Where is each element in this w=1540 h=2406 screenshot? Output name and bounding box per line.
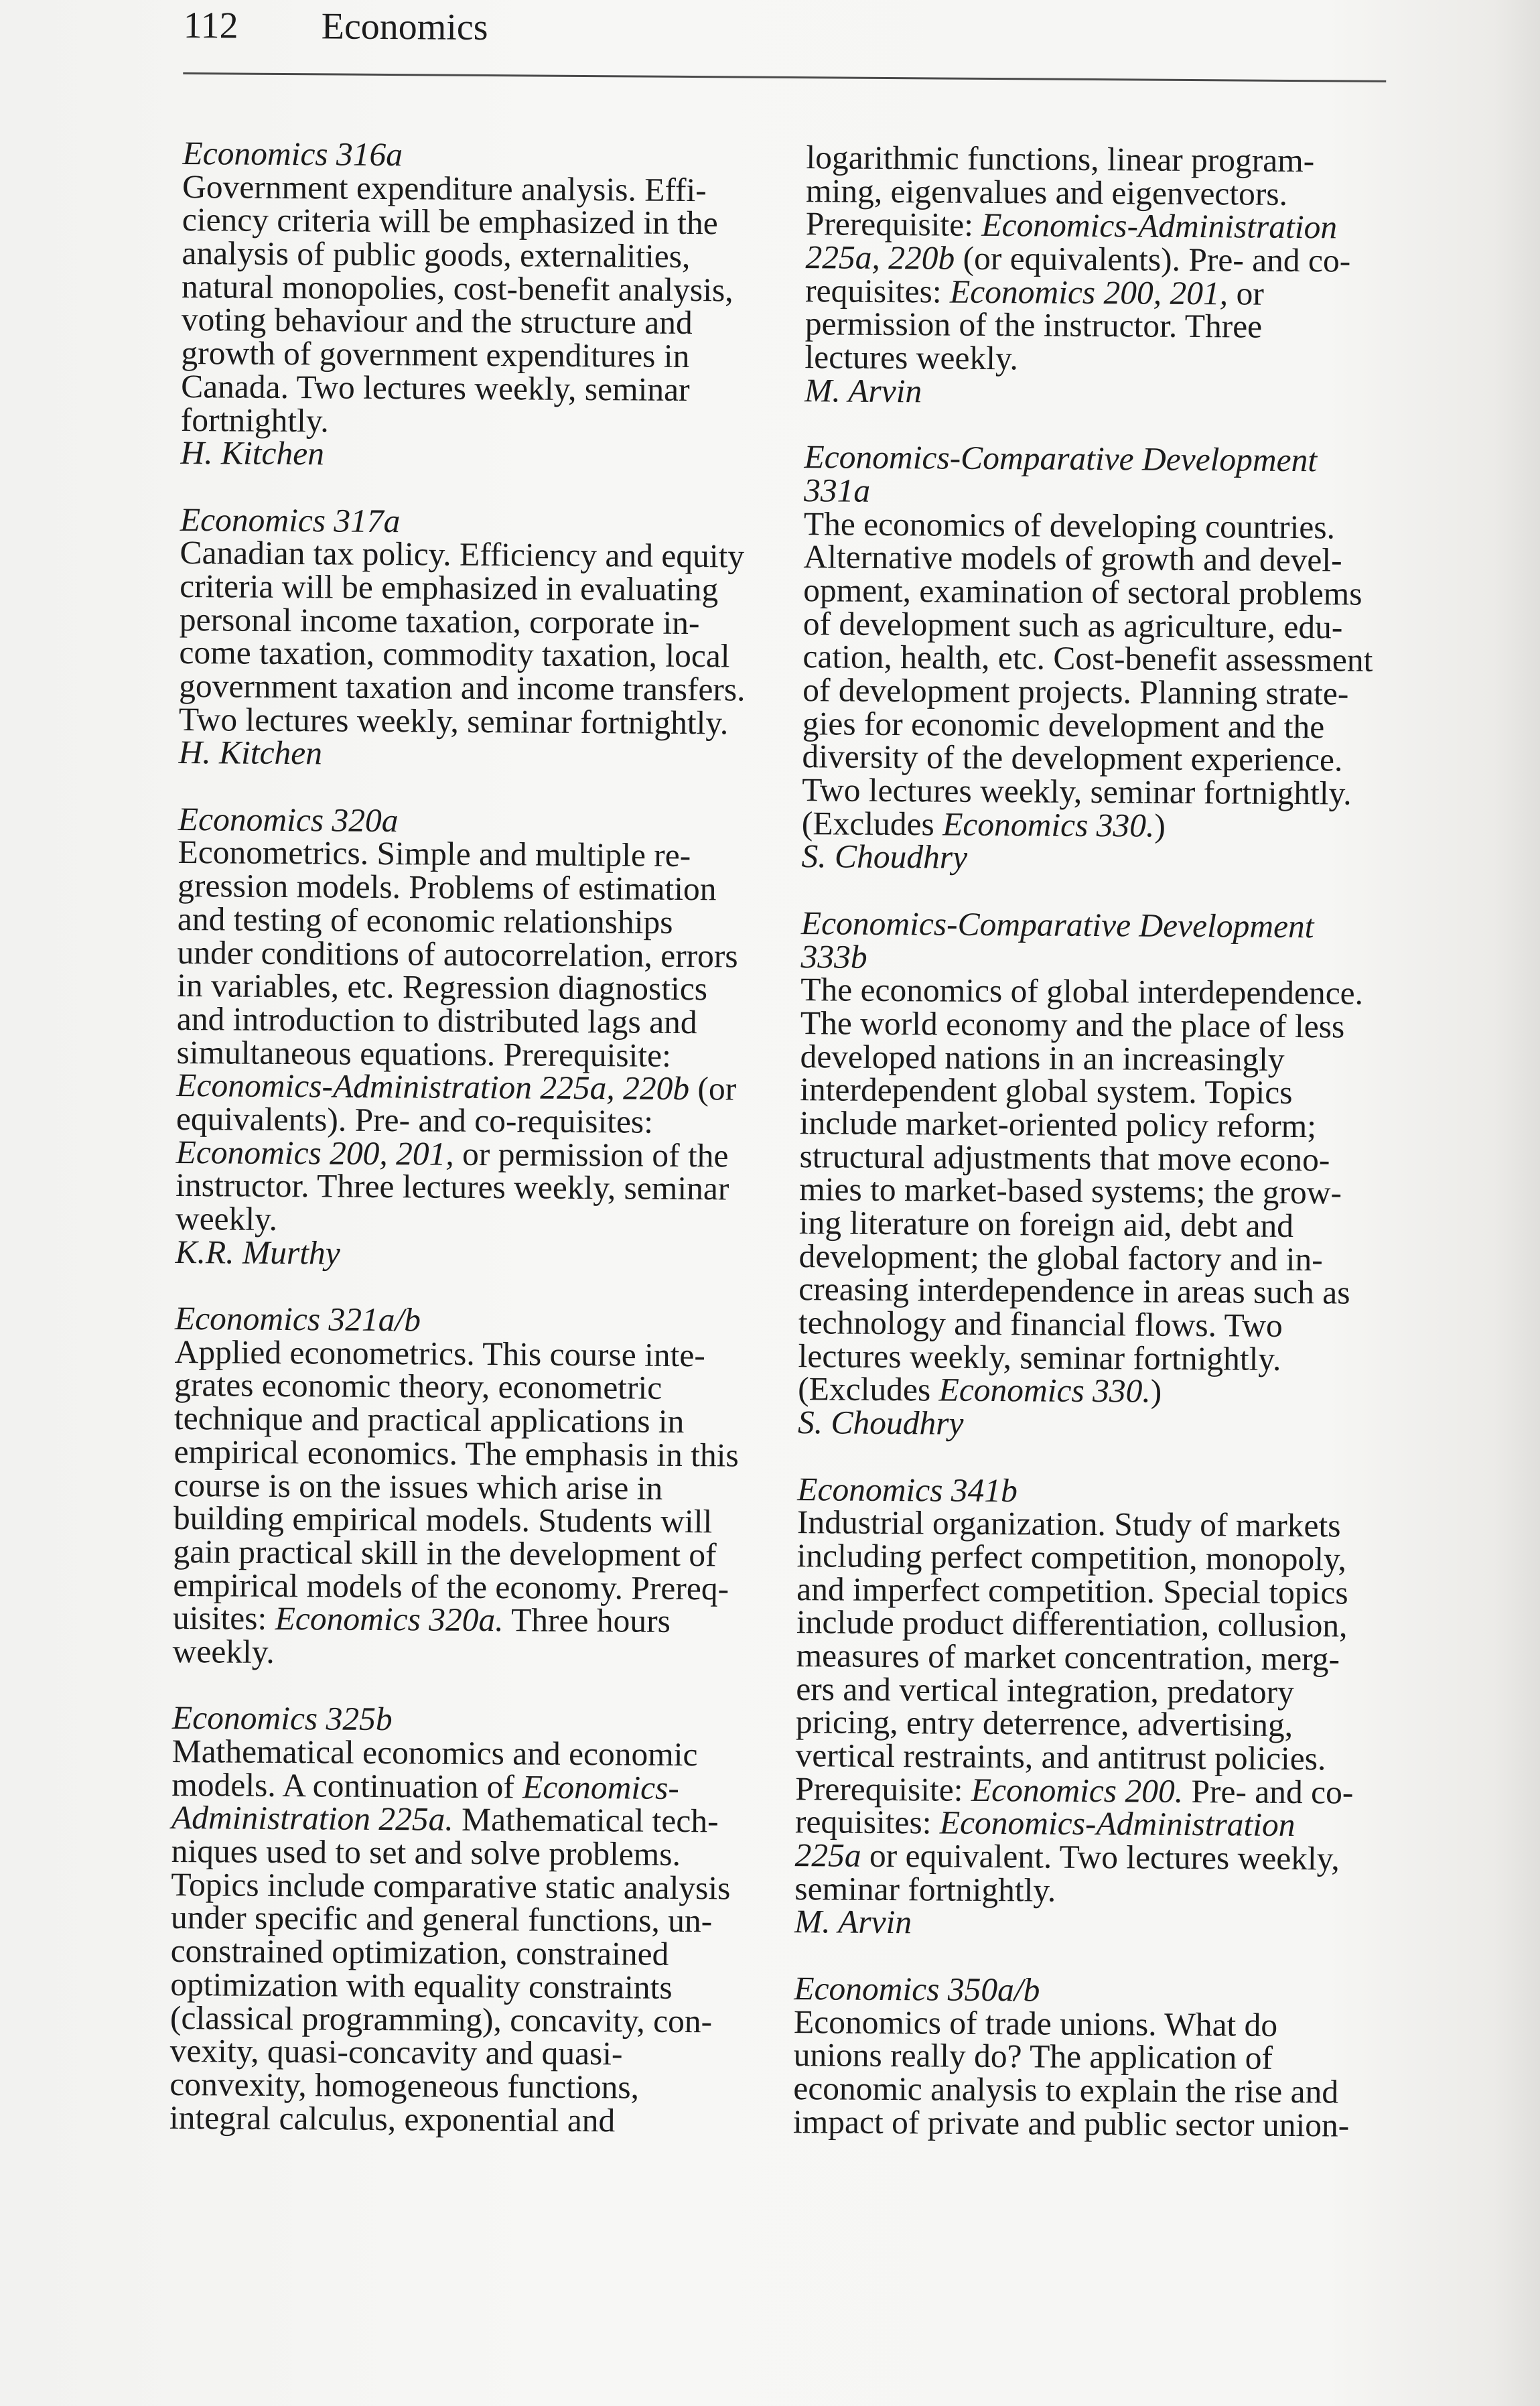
description-line: of development projects. Planning strate- bbox=[802, 671, 1349, 712]
description-line: integral calculus, exponential and bbox=[169, 2098, 616, 2139]
description-text: or equivalent. Two lectures weekly, bbox=[861, 1836, 1340, 1877]
description-line: impact of private and public sector union- bbox=[792, 2102, 1350, 2144]
description-text: Mathematical tech- bbox=[453, 1801, 719, 1840]
description-line: ciency criteria will be emphasized in the bbox=[182, 201, 718, 242]
description-line: Economics of trade unions. What do bbox=[793, 2003, 1278, 2044]
description-line: Econometrics. Simple and multiple re- bbox=[178, 833, 691, 874]
description-line: economic analysis to explain the rise and bbox=[793, 2069, 1339, 2111]
description-line: measures of market concentration, merg- bbox=[796, 1637, 1340, 1678]
description-line: criteria will be emphasized in evaluating bbox=[180, 567, 719, 608]
description-line: course is on the issues which arise in bbox=[173, 1466, 663, 1507]
description-line: opment, examination of sectoral problems bbox=[802, 572, 1362, 612]
running-head: Economics bbox=[321, 5, 488, 49]
description-line: growth of government expenditures in bbox=[181, 334, 690, 375]
description-line: Canadian tax policy. Efficiency and equity bbox=[180, 534, 745, 575]
description-line: ers and vertical integration, predatory bbox=[796, 1670, 1295, 1711]
description-line: Topics include comparative static analysis bbox=[171, 1865, 731, 1907]
description-line: in variables, etc. Regression diagnostics bbox=[177, 967, 708, 1008]
description-text: Three hours bbox=[503, 1601, 671, 1640]
description-line: vertical restraints, and antitrust policies. bbox=[795, 1737, 1326, 1778]
course-title: Economics 317a bbox=[180, 500, 401, 539]
description-line: analysis of public goods, externalities, bbox=[182, 235, 691, 275]
description-line: pricing, entry deterrence, advertising, bbox=[795, 1703, 1293, 1744]
right-column bbox=[793, 141, 1409, 2142]
description-line: diversity of the development experience. bbox=[802, 738, 1343, 779]
description-line: cation, health, etc. Cost-benefit assessment bbox=[802, 638, 1373, 679]
instructor-name: S. Choudhry bbox=[801, 838, 968, 876]
description-line: and imperfect competition. Special topics bbox=[796, 1570, 1348, 1611]
instructor-name: S. Choudhry bbox=[797, 1404, 964, 1442]
description-line: niques used to set and solve problems. bbox=[171, 1832, 681, 1873]
description-line: logarithmic functions, linear program- bbox=[806, 139, 1315, 180]
description-line: convexity, homogeneous functions, bbox=[169, 2065, 640, 2106]
course-title: Economics 320a bbox=[178, 800, 399, 839]
description-line: seminar fortnightly. bbox=[794, 1869, 1056, 1909]
description-line: of development such as agriculture, edu- bbox=[802, 604, 1343, 646]
description-line: structural adjustments that move econo- bbox=[799, 1137, 1330, 1179]
course-entry bbox=[172, 1302, 764, 1672]
description-line: technology and financial flows. Two bbox=[798, 1304, 1283, 1344]
description-line: Applied econometrics. This course inte- bbox=[174, 1333, 706, 1374]
course-title: Economics 325b bbox=[171, 1699, 393, 1738]
instructor-name: M. Arvin bbox=[794, 1903, 912, 1941]
description-text: ) bbox=[1154, 807, 1166, 844]
course-entry bbox=[169, 1701, 762, 2138]
description-line: gression models. Problems of estimation bbox=[178, 867, 717, 908]
description-line: lectures weekly. bbox=[804, 338, 1019, 377]
description-text: requisites: bbox=[794, 1803, 940, 1841]
description-line: lectures weekly, seminar fortnightly. bbox=[798, 1337, 1281, 1378]
description-line: come taxation, commodity taxation, local bbox=[179, 634, 730, 675]
course-entry bbox=[801, 440, 1407, 877]
description-line: The world economy and the place of less bbox=[800, 1004, 1345, 1045]
course-entry bbox=[180, 134, 772, 474]
description-line: voting behaviour and the structure and bbox=[181, 301, 693, 342]
header-rule bbox=[183, 72, 1386, 82]
description-line: creasing interdependence in areas such as bbox=[798, 1270, 1350, 1311]
description-line: The economics of developing countries. bbox=[803, 505, 1336, 545]
description-line: (classical programming), concavity, con- bbox=[169, 1999, 713, 2040]
instructor-name: H. Kitchen bbox=[178, 734, 323, 772]
description-line: natural monopolies, cost-benefit analysis, bbox=[181, 267, 733, 309]
course-reference: Economics 330. bbox=[938, 1371, 1151, 1410]
course-title: Economics-Comparative Development bbox=[804, 438, 1318, 479]
description-line: Canada. Two lectures weekly, seminar bbox=[180, 367, 690, 408]
description-text: or bbox=[1227, 275, 1264, 312]
description-text: Prerequisite: bbox=[795, 1769, 972, 1808]
course-title: Economics 350a/b bbox=[794, 1969, 1040, 2009]
course-entry bbox=[178, 500, 770, 773]
course-entry bbox=[797, 904, 1404, 1443]
description-line: development; the global factory and in- bbox=[798, 1237, 1323, 1278]
course-reference: 225a bbox=[794, 1836, 861, 1874]
description-line: fortnightly. bbox=[180, 401, 329, 439]
description-line: and testing of economic relationships bbox=[177, 900, 673, 941]
description-line: mies to market-based systems; the grow- bbox=[799, 1171, 1342, 1211]
description-text: ) bbox=[1150, 1373, 1162, 1410]
description-line: include market-oriented policy reform; bbox=[799, 1104, 1317, 1145]
description-line: weekly. bbox=[172, 1632, 275, 1670]
description-line: gies for economic development and the bbox=[802, 704, 1325, 746]
description-line: gain practical skill in the development of bbox=[173, 1532, 717, 1574]
course-reference: Administration 225a. bbox=[171, 1799, 453, 1839]
description-line: equivalents). Pre- and co-requisites: bbox=[176, 1099, 654, 1140]
description-line: Government expenditure analysis. Effi- bbox=[182, 168, 707, 208]
course-reference: Economics- bbox=[522, 1768, 680, 1806]
description-line: building empirical models. Students will bbox=[173, 1499, 713, 1540]
description-text: Pre- and co- bbox=[1182, 1772, 1354, 1811]
description-line: developed nations in an increasingly bbox=[800, 1037, 1285, 1078]
course-reference: Economics 320a. bbox=[275, 1600, 504, 1639]
instructor-name: M. Arvin bbox=[804, 371, 922, 410]
description-line: ming, eigenvalues and eigenvectors. bbox=[805, 172, 1288, 212]
description-line: weekly. bbox=[175, 1199, 278, 1238]
course-reference: Economics 330. bbox=[942, 805, 1155, 844]
description-text: Prerequisite: bbox=[805, 205, 982, 244]
description-line: under conditions of autocorrelation, errors bbox=[177, 933, 738, 975]
description-line: including perfect competition, monopoly, bbox=[796, 1536, 1347, 1578]
course-entry bbox=[792, 1969, 1397, 2144]
description-line: vexity, quasi-concavity and quasi- bbox=[169, 2032, 623, 2072]
description-line: permission of the instructor. Three bbox=[804, 305, 1263, 346]
description-line: grates economic theory, econometric bbox=[174, 1366, 662, 1407]
description-text: (or bbox=[689, 1070, 737, 1108]
course-title: 333b bbox=[800, 937, 867, 976]
description-line: Industrial organization. Study of markets bbox=[796, 1503, 1341, 1544]
description-line: empirical models of the economy. Prereq- bbox=[173, 1566, 729, 1607]
description-text: (or equivalents). Pre- and co- bbox=[955, 239, 1351, 279]
instructor-name: H. Kitchen bbox=[180, 434, 325, 472]
course-reference: Economics-Administration bbox=[981, 206, 1338, 246]
course-title: Economics-Comparative Development bbox=[800, 904, 1314, 945]
left-column bbox=[169, 134, 772, 2139]
course-reference: Economics 200, 201, bbox=[949, 273, 1229, 312]
course-entry-continued bbox=[804, 141, 1409, 411]
instructor-name: K.R. Murthy bbox=[175, 1233, 340, 1272]
description-line: empirical economics. The emphasis in this bbox=[173, 1432, 739, 1474]
description-line: instructor. Three lectures weekly, seminar bbox=[176, 1166, 729, 1207]
description-text: requisites: bbox=[804, 271, 951, 310]
description-text: models. A continuation of bbox=[171, 1765, 523, 1806]
course-reference: Economics 200. bbox=[971, 1771, 1184, 1810]
description-line: personal income taxation, corporate in- bbox=[179, 600, 700, 641]
course-title: Economics 341b bbox=[797, 1470, 1018, 1509]
description-text: uisites: bbox=[172, 1599, 275, 1638]
description-line: Two lectures weekly, seminar fortnightly. bbox=[802, 771, 1352, 812]
description-line: government taxation and income transfers. bbox=[179, 667, 746, 708]
description-line: constrained optimization, constrained bbox=[170, 1932, 669, 1973]
description-text: (Excludes bbox=[798, 1370, 939, 1408]
description-line: simultaneous equations. Prerequisite: bbox=[176, 1033, 672, 1074]
course-title: Economics 321a/b bbox=[174, 1300, 421, 1339]
description-text: or permission of the bbox=[453, 1135, 729, 1175]
description-text: (Excludes bbox=[801, 804, 943, 843]
course-reference: Economics 200, 201, bbox=[176, 1133, 454, 1173]
description-line: technique and practical applications in bbox=[173, 1400, 685, 1441]
course-reference: Economics-Administration bbox=[939, 1804, 1296, 1844]
course-entry bbox=[175, 800, 768, 1272]
course-entry bbox=[794, 1470, 1401, 1943]
course-reference: Economics-Administration 225a, 220b bbox=[176, 1067, 690, 1108]
course-title: 331a bbox=[803, 472, 871, 509]
description-line: include product differentiation, collusion, bbox=[796, 1603, 1348, 1644]
description-line: Alternative models of growth and devel- bbox=[803, 538, 1342, 579]
description-line: unions really do? The application of bbox=[793, 2036, 1273, 2077]
description-line: The economics of global interdependence. bbox=[800, 971, 1364, 1012]
description-line: Two lectures weekly, seminar fortnightly. bbox=[178, 700, 729, 742]
description-line: Mathematical economics and economic bbox=[171, 1732, 698, 1774]
description-line: optimization with equality constraints bbox=[170, 1965, 673, 2006]
course-reference: 225a, 220b bbox=[805, 239, 955, 277]
course-title: Economics 316a bbox=[182, 134, 403, 174]
description-line: under specific and general functions, un- bbox=[170, 1899, 713, 1940]
description-line: interdependent global system. Topics bbox=[800, 1071, 1293, 1112]
page-number: 112 bbox=[183, 4, 238, 47]
description-line: and introduction to distributed lags and bbox=[176, 1000, 697, 1041]
description-line: ing literature on foreign aid, debt and bbox=[798, 1204, 1294, 1245]
